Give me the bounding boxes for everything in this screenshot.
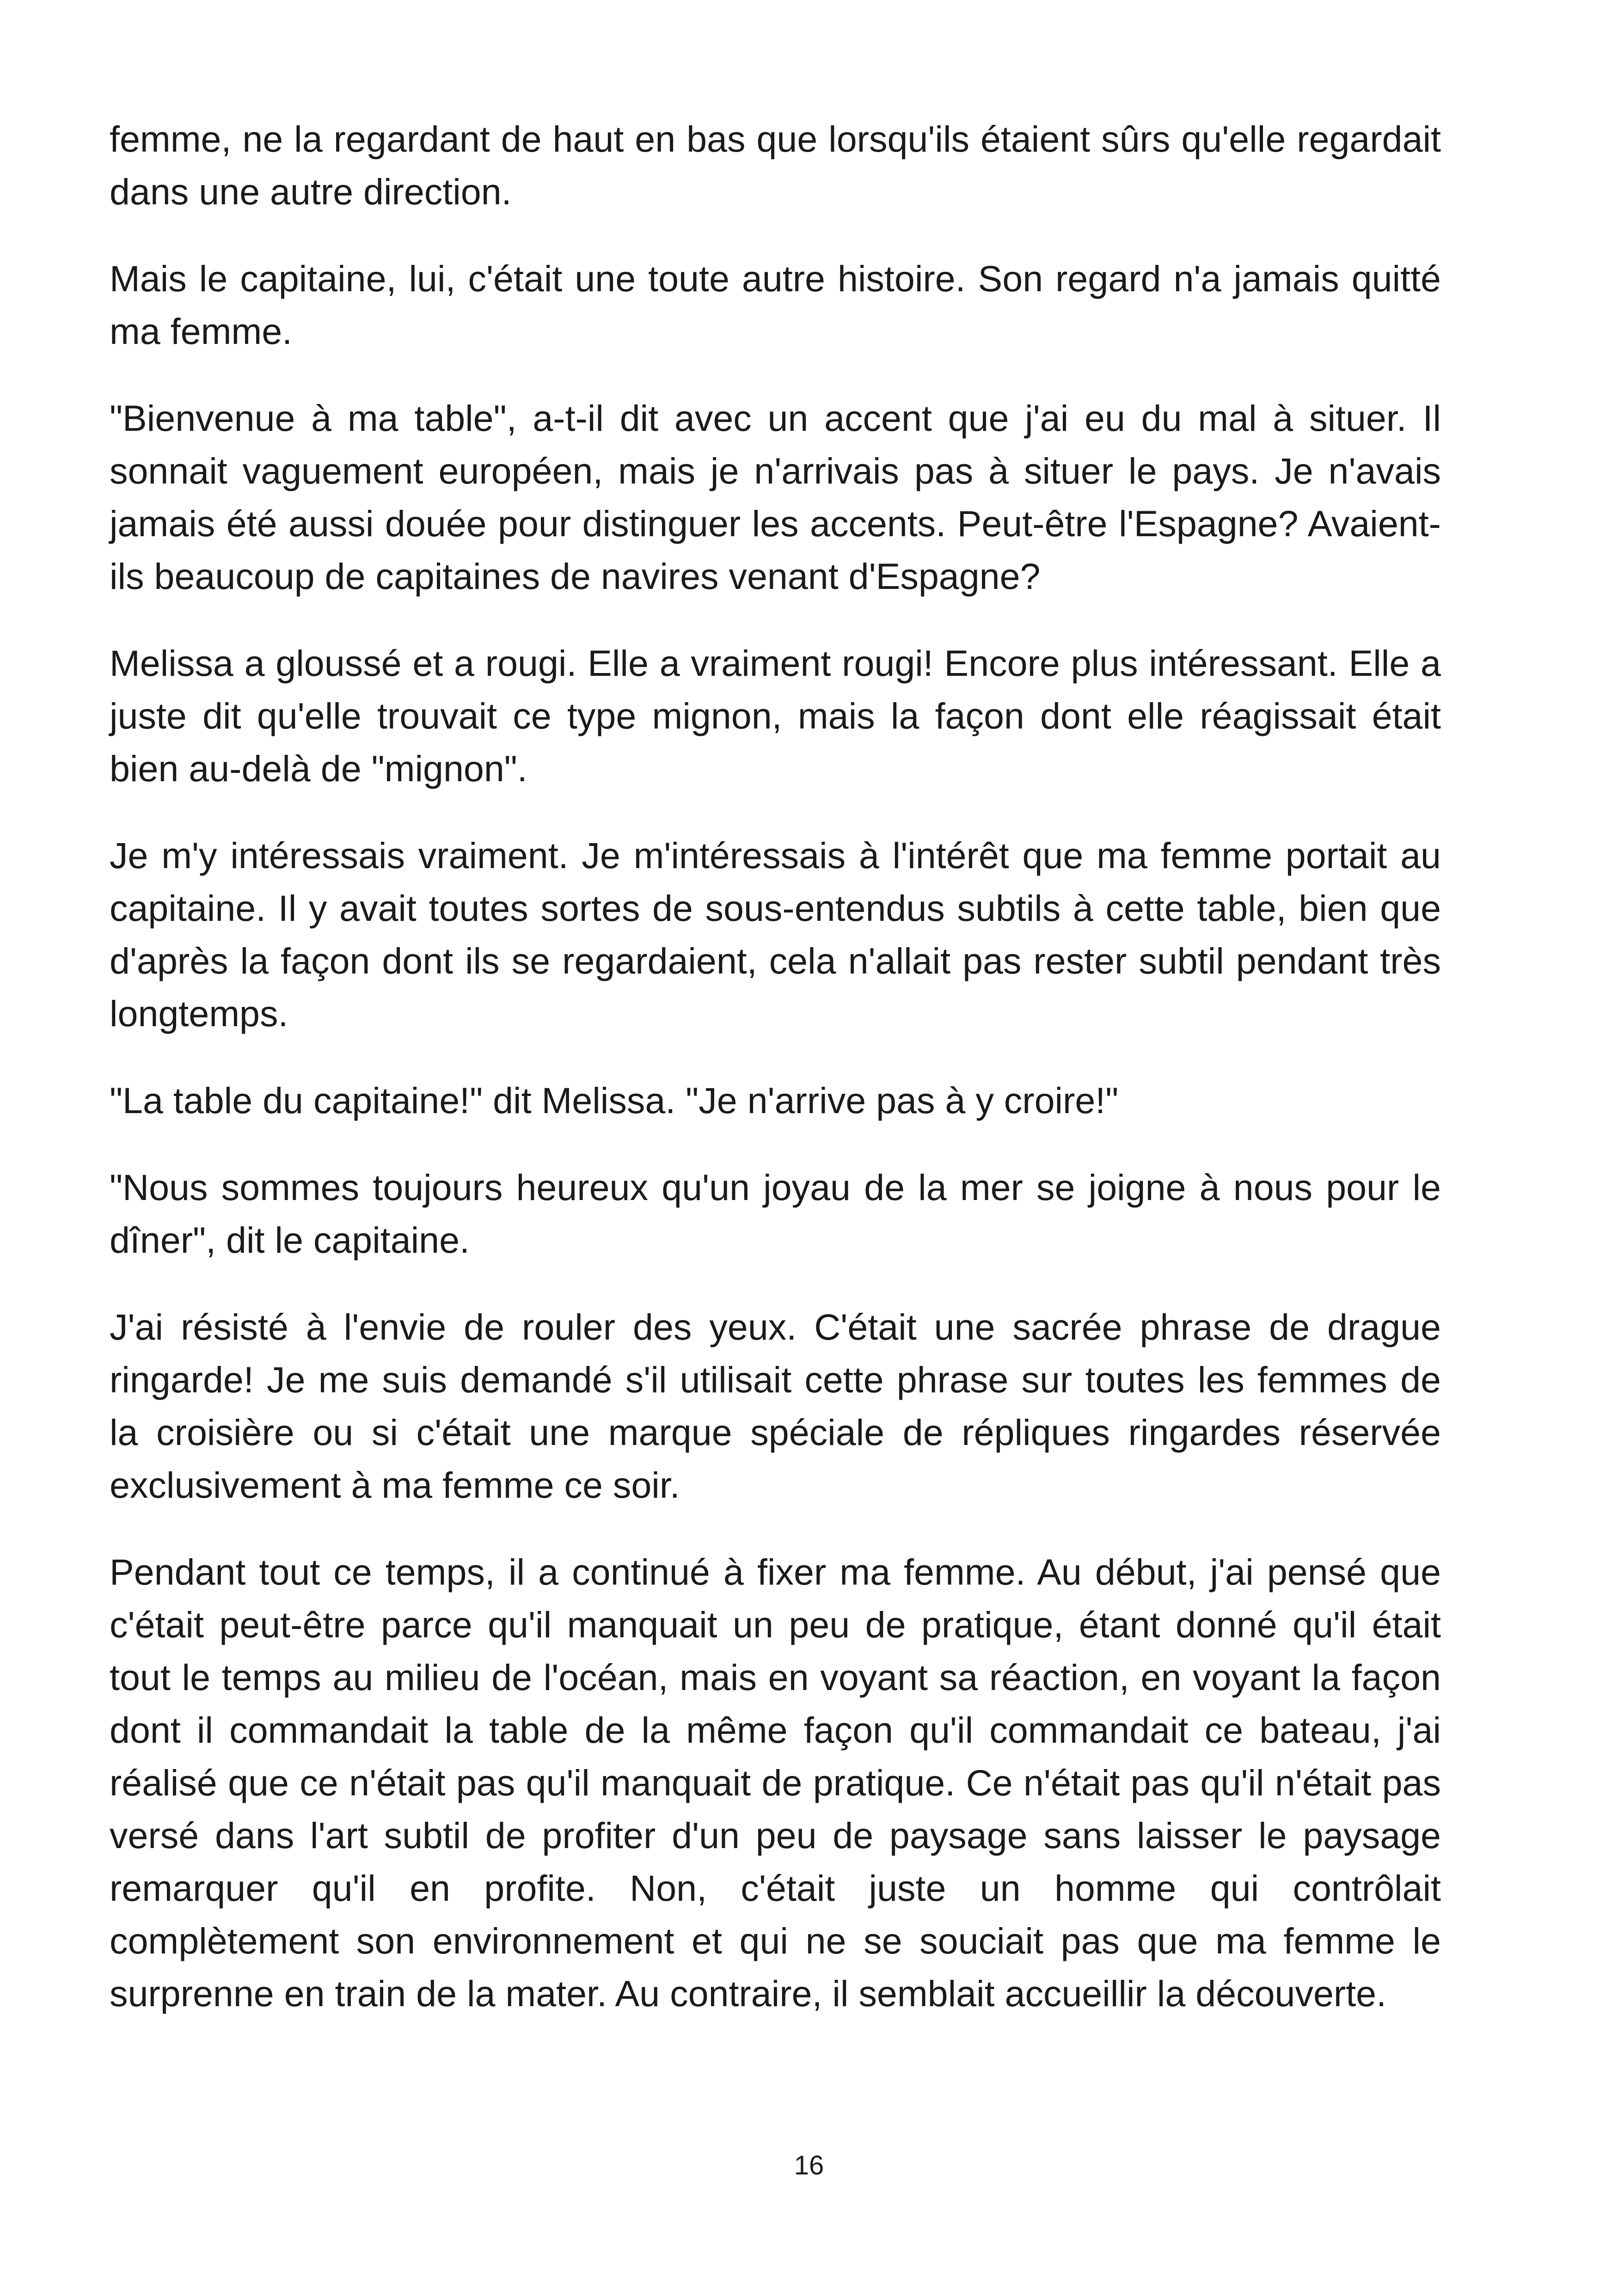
paragraph-7: "Nous sommes toujours heureux qu'un joyau de la mer se joigne à nous pour le dîner", dit le capitaine. (110, 1167, 1441, 1261)
paragraph-9: Pendant tout ce temps, il a continué à fixer ma femme. Au début, j'ai pensé que c'était peut-être parce qu'il manquait un peu de pratique, étant donné qu'il était tout le temps au milieu de l'océan, mais en voyant sa réaction, en voyant la façon dont il commandait la table de la même façon qu'il commandait ce bateau, j'ai réalisé que ce n'était pas qu'il manquait de pratique. Ce n'était pas qu'il n'était pas versé dans l'art subtil de profiter d'un peu de paysage sans laisser le paysage remarquer qu'il en profite. Non, c'était juste un homme qui contrôlait complètement son environnement et qui ne se souciait pas que ma femme le surprenne en train de la mater. Au contraire, il semblait accueillir la découverte. (110, 1551, 1441, 2014)
paragraph-2: Mais le capitaine, lui, c'était une toute autre histoire. Son regard n'a jamais quitté ma femme. (110, 258, 1441, 352)
paragraph-1: femme, ne la regardant de haut en bas que lorsqu'ils étaient sûrs qu'elle regardait dans une autre direction. (110, 118, 1441, 212)
paragraph-8: J'ai résisté à l'envie de rouler des yeux. C'était une sacrée phrase de drague ringarde! Je me suis demandé s'il utilisait cette phrase sur toutes les femmes de la croisière ou si c'était une marque spéciale de répliques ringardes réservée exclusivement à ma femme ce soir. (110, 1306, 1441, 1506)
page-number: 16 (794, 2150, 824, 2180)
body-text (110, 113, 1441, 2054)
paragraph-3: "Bienvenue à ma table", a-t-il dit avec un accent que j'ai eu du mal à situer. Il sonnait vaguement européen, mais je n'arrivais pas à situer le pays. Je n'avais jamais été aussi douée pour distinguer les accents. Peut-être l'Espagne? Avaient-ils beaucoup de capitaines de navires venant d'Espagne? (110, 398, 1441, 597)
paragraph-4: Melissa a gloussé et a rougi. Elle a vraiment rougi! Encore plus intéressant. Elle a juste dit qu'elle trouvait ce type mignon, mais la façon dont elle réagissait était bien au-delà de "mignon". (110, 643, 1441, 789)
paragraph-5: Je m'y intéressais vraiment. Je m'intéressais à l'intérêt que ma femme portait au capitaine. Il y avait toutes sortes de sous-entendus subtils à cette table, bien que d'après la façon dont ils se regardaient, cela n'allait pas rester subtil pendant très longtemps. (110, 835, 1441, 1034)
paragraph-6: "La table du capitaine!" dit Melissa. "Je n'arrive pas à y croire!" (110, 1080, 1119, 1121)
